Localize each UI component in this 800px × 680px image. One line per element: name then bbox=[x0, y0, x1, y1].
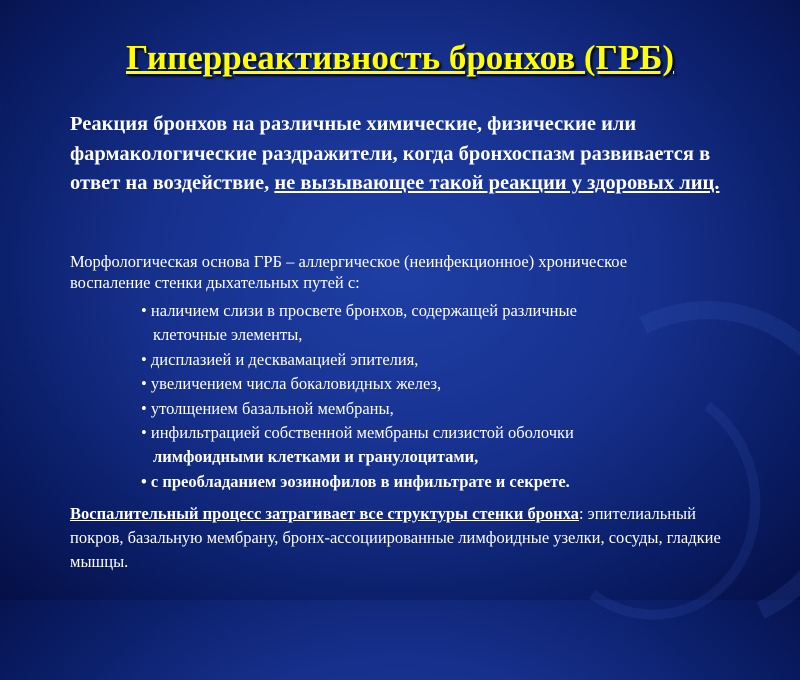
list-item-continuation: клеточные элементы, bbox=[153, 325, 303, 345]
definition-underlined-text: не вызывающее такой реакции у здоровых лиц. bbox=[274, 172, 720, 194]
list-item-text: • с преобладанием эозинофилов в инфильтрате и секрете. bbox=[141, 471, 570, 491]
list-item bbox=[141, 470, 741, 494]
list-item bbox=[141, 397, 741, 421]
list-item-text: • инфильтрацией собственной мембраны слизистой оболочки bbox=[141, 423, 574, 443]
definition-text: Реакция бронхов на различные химические, физические или фармакологические раздражители, когда бронхоспазм развивается в ответ на воздействие, bbox=[70, 113, 711, 194]
list-item-text: • увеличением числа бокаловидных желез, bbox=[141, 374, 442, 394]
conclusion-paragraph bbox=[70, 502, 750, 574]
conclusion-rest: : эпителиальный покров, базальную мембрану, бронх-ассоциированные лимфоидные узелки, сосуды, гладкие мышцы. bbox=[70, 504, 721, 571]
list-item bbox=[141, 372, 741, 396]
morphology-intro: Морфологическая основа ГРБ – аллергическое (неинфекционное) хроническое воспаление стенки дыхательных путей с: bbox=[70, 252, 628, 292]
list-item bbox=[141, 299, 741, 348]
definition-paragraph bbox=[70, 110, 740, 199]
conclusion-lead: Воспалительный процесс затрагивает все структуры стенки бронха bbox=[70, 504, 579, 523]
list-item-text: • утолщением базальной мембраны, bbox=[141, 398, 394, 418]
morphology-list bbox=[141, 299, 741, 494]
list-item-text: • дисплазией и десквамацией эпителия, bbox=[141, 349, 419, 369]
list-item bbox=[141, 348, 741, 372]
slide-title: Гиперреактивность бронхов (ГРБ) bbox=[125, 38, 675, 77]
list-item-text: • наличием слизи в просвете бронхов, содержащей различные bbox=[141, 301, 577, 320]
list-item bbox=[141, 421, 741, 470]
list-item-continuation: лимфоидными клетками и гранулоцитами, bbox=[153, 447, 479, 467]
